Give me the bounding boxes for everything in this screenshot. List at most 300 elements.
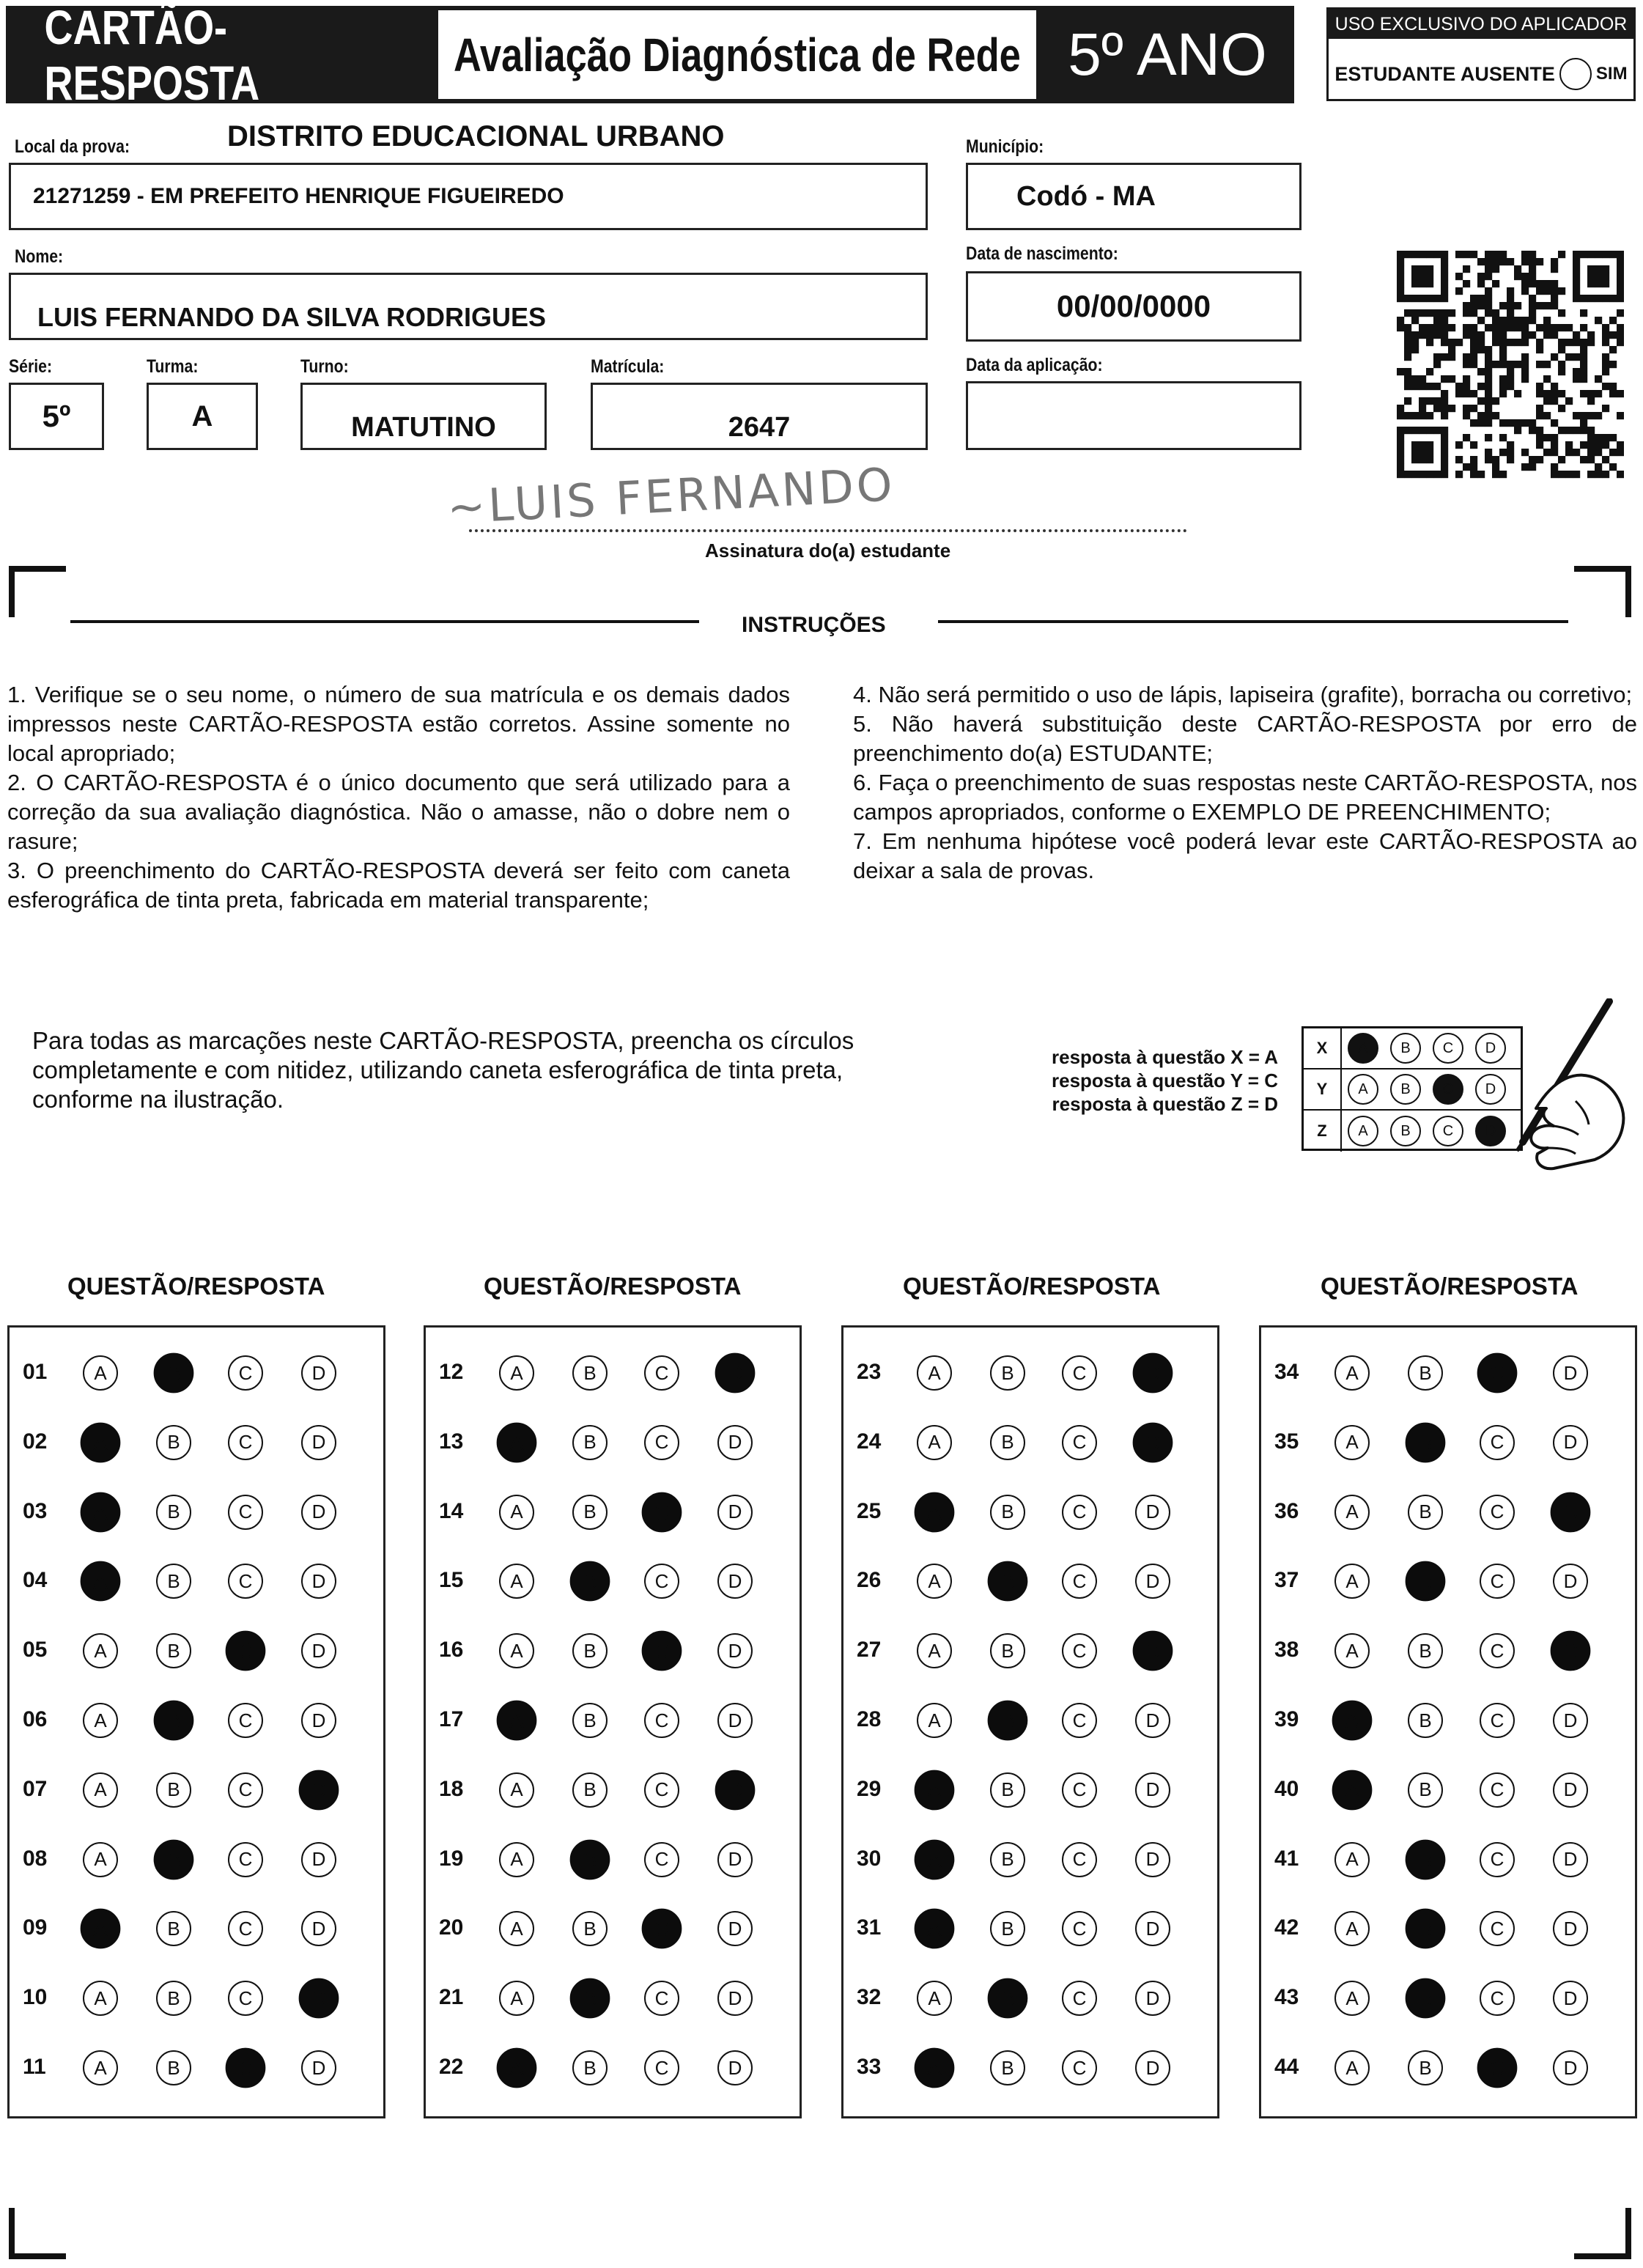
answer-bubble-31-a[interactable]: A — [915, 1909, 955, 1949]
question-number: 11 — [23, 2055, 46, 2079]
answer-bubble-23-d[interactable]: D — [1133, 1353, 1173, 1393]
answer-bubble-33-d[interactable]: D — [1135, 2050, 1170, 2085]
question-row-06 — [10, 1693, 383, 1751]
question-row-38 — [1261, 1623, 1635, 1682]
fill-instruction: Para todas as marcações neste CARTÃO-RESPOSTA, preencha os círculos completamente e com nitidez, utilizando caneta esferográfica de tinta preta, conforme na ilustração. — [32, 1027, 854, 1113]
answer-bubble-09-c[interactable]: C — [228, 1911, 263, 1946]
answer-bubble-24-a[interactable]: A — [917, 1425, 952, 1460]
answer-bubble-21-a[interactable]: A — [499, 1981, 534, 2016]
question-row-27 — [843, 1623, 1217, 1682]
answer-bubble-13-c[interactable]: C — [644, 1425, 679, 1460]
example-label-x: resposta à questão X = A — [1052, 1046, 1278, 1068]
answer-bubble-18-c[interactable]: C — [644, 1772, 679, 1808]
question-row-09 — [10, 1901, 383, 1959]
example-question-label: X — [1304, 1028, 1342, 1068]
question-number: 37 — [1274, 1568, 1299, 1593]
answer-bubble-38-d[interactable]: D — [1551, 1631, 1591, 1671]
aplicacao-label: Data da aplicação: — [966, 355, 1103, 375]
question-row-43 — [1261, 1970, 1635, 2029]
question-number: 44 — [1274, 2055, 1299, 2079]
answer-bubble-02-c[interactable]: C — [228, 1425, 263, 1460]
answer-bubble-06-d[interactable]: D — [301, 1703, 336, 1738]
answer-bubble-12-c[interactable]: C — [644, 1355, 679, 1391]
answer-bubble-02-a[interactable]: A — [81, 1422, 121, 1462]
example-bubble-y-c: C — [1433, 1074, 1463, 1105]
question-row-40 — [1261, 1762, 1635, 1821]
answer-bubble-42-d[interactable]: D — [1553, 1911, 1588, 1946]
example-bubble-x-a: A — [1348, 1033, 1378, 1064]
answer-bubble-27-a[interactable]: A — [917, 1633, 952, 1668]
question-row-16 — [426, 1623, 800, 1682]
answer-bubble-13-b[interactable]: B — [572, 1425, 608, 1460]
answer-bubble-29-d[interactable]: D — [1135, 1772, 1170, 1808]
example-bubble-z-d: D — [1475, 1116, 1506, 1146]
answer-bubble-07-a[interactable]: A — [83, 1772, 118, 1808]
answer-bubble-17-c[interactable]: C — [644, 1703, 679, 1738]
answer-bubble-05-d[interactable]: D — [301, 1633, 336, 1668]
example-bubble-cell — [1384, 1074, 1427, 1105]
answer-bubble-13-a[interactable]: A — [497, 1422, 537, 1462]
answers-panel-2 — [424, 1325, 802, 2118]
question-number: 19 — [439, 1846, 464, 1871]
question-row-13 — [426, 1415, 800, 1473]
answer-bubble-23-b[interactable]: B — [990, 1355, 1025, 1391]
answer-bubble-40-b[interactable]: B — [1408, 1772, 1443, 1808]
instruction-1: 1. Verifique se o seu nome, o número de sua matrícula e os demais dados impressos neste CARTÃO-RESPOSTA estão corretos. Assine somente no local apropriado; — [7, 682, 790, 766]
answer-bubble-11-c[interactable]: C — [226, 2048, 266, 2088]
answer-bubble-11-d[interactable]: D — [301, 2050, 336, 2085]
answer-bubble-22-c[interactable]: C — [644, 2050, 679, 2085]
answer-bubble-43-a[interactable]: A — [1334, 1981, 1370, 2016]
answer-bubble-40-c[interactable]: C — [1480, 1772, 1515, 1808]
example-bubble-x-d: D — [1475, 1033, 1506, 1064]
answer-bubble-36-c[interactable]: C — [1480, 1495, 1515, 1530]
question-number: 20 — [439, 1915, 464, 1940]
answer-bubble-15-d[interactable]: D — [717, 1564, 753, 1599]
district-name: DISTRITO EDUCACIONAL URBANO — [227, 120, 725, 152]
answer-bubble-22-d[interactable]: D — [717, 2050, 753, 2085]
answer-bubble-05-c[interactable]: C — [226, 1631, 266, 1671]
question-number: 12 — [439, 1360, 464, 1384]
answer-bubble-30-b[interactable]: B — [990, 1842, 1025, 1877]
local-field: 21271259 - EM PREFEITO HENRIQUE FIGUEIREDO — [9, 163, 928, 230]
card-title: CARTÃO-RESPOSTA — [44, 0, 260, 110]
answer-bubble-08-d[interactable]: D — [301, 1842, 336, 1877]
answer-bubble-25-b[interactable]: B — [990, 1495, 1025, 1530]
example-question-label: Z — [1304, 1111, 1342, 1152]
answer-bubble-41-a[interactable]: A — [1334, 1842, 1370, 1877]
answer-bubble-15-c[interactable]: C — [644, 1564, 679, 1599]
question-row-22 — [426, 2040, 800, 2099]
answer-bubble-38-a[interactable]: A — [1334, 1633, 1370, 1668]
answer-bubble-04-b[interactable]: B — [156, 1564, 191, 1599]
question-row-05 — [10, 1623, 383, 1682]
answer-bubble-18-b[interactable]: B — [572, 1772, 608, 1808]
answer-bubble-39-d[interactable]: D — [1553, 1703, 1588, 1738]
question-row-29 — [843, 1762, 1217, 1821]
answer-bubble-42-a[interactable]: A — [1334, 1911, 1370, 1946]
answer-bubble-28-a[interactable]: A — [917, 1703, 952, 1738]
answer-bubble-16-a[interactable]: A — [499, 1633, 534, 1668]
answer-bubble-01-b[interactable]: B — [154, 1353, 194, 1393]
question-number: 41 — [1274, 1846, 1299, 1871]
answer-bubble-44-d[interactable]: D — [1553, 2050, 1588, 2085]
serie-label: Série: — [9, 356, 53, 377]
answer-bubble-39-b[interactable]: B — [1408, 1703, 1443, 1738]
answer-bubble-08-b[interactable]: B — [154, 1839, 194, 1879]
answer-bubble-02-b[interactable]: B — [156, 1425, 191, 1460]
answer-bubble-28-b[interactable]: B — [988, 1701, 1028, 1741]
answer-bubble-29-a[interactable]: A — [915, 1770, 955, 1810]
answer-bubble-06-a[interactable]: A — [83, 1703, 118, 1738]
answer-bubble-15-a[interactable]: A — [499, 1564, 534, 1599]
answer-bubble-17-d[interactable]: D — [717, 1703, 753, 1738]
example-labels — [1036, 1045, 1278, 1116]
exam-title-box — [438, 10, 1036, 99]
question-row-39 — [1261, 1693, 1635, 1751]
answer-bubble-27-c[interactable]: C — [1062, 1633, 1097, 1668]
answer-bubble-32-b[interactable]: B — [988, 1978, 1028, 2019]
answer-bubble-23-c[interactable]: C — [1062, 1355, 1097, 1391]
question-number: 14 — [439, 1498, 464, 1523]
turma-field: A — [147, 383, 258, 450]
question-row-07 — [10, 1762, 383, 1821]
answer-bubble-43-b[interactable]: B — [1406, 1978, 1446, 2019]
answer-bubble-31-d[interactable]: D — [1135, 1911, 1170, 1946]
example-bubble-cell — [1384, 1116, 1427, 1146]
answer-bubble-14-a[interactable]: A — [499, 1495, 534, 1530]
answer-bubble-18-a[interactable]: A — [499, 1772, 534, 1808]
example-bubble-x-c: C — [1433, 1033, 1463, 1064]
question-row-30 — [843, 1832, 1217, 1890]
question-row-36 — [1261, 1484, 1635, 1543]
nome-field: LUIS FERNANDO DA SILVA RODRIGUES — [9, 273, 928, 340]
answer-bubble-03-a[interactable]: A — [81, 1492, 121, 1532]
absent-label: ESTUDANTE AUSENTE — [1334, 62, 1555, 85]
answer-bubble-16-b[interactable]: B — [572, 1633, 608, 1668]
question-number: 24 — [857, 1429, 882, 1454]
municipio-label: Município: — [966, 136, 1044, 157]
answer-bubble-14-b[interactable]: B — [572, 1495, 608, 1530]
question-number: 15 — [439, 1568, 464, 1593]
question-row-12 — [426, 1345, 800, 1404]
answer-bubble-44-c[interactable]: C — [1477, 2048, 1518, 2088]
answer-bubble-24-b[interactable]: B — [990, 1425, 1025, 1460]
answer-bubble-26-a[interactable]: A — [917, 1564, 952, 1599]
question-number: 07 — [23, 1776, 48, 1801]
answer-bubble-34-a[interactable]: A — [1334, 1355, 1370, 1391]
answer-bubble-26-d[interactable]: D — [1135, 1564, 1170, 1599]
answer-bubble-14-d[interactable]: D — [717, 1495, 753, 1530]
question-row-08 — [10, 1832, 383, 1890]
answer-bubble-21-c[interactable]: C — [644, 1981, 679, 2016]
answer-bubble-16-d[interactable]: D — [717, 1633, 753, 1668]
answer-bubble-38-c[interactable]: C — [1480, 1633, 1515, 1668]
absent-bubble[interactable] — [1559, 58, 1592, 90]
example-bubble-y-b: B — [1390, 1074, 1421, 1105]
answer-bubble-05-a[interactable]: A — [83, 1633, 118, 1668]
question-number: 03 — [23, 1498, 48, 1523]
answer-bubble-41-d[interactable]: D — [1553, 1842, 1588, 1877]
answer-bubble-07-b[interactable]: B — [156, 1772, 191, 1808]
answer-bubble-37-d[interactable]: D — [1553, 1564, 1588, 1599]
answer-bubble-19-d[interactable]: D — [717, 1842, 753, 1877]
question-number: 01 — [23, 1360, 48, 1384]
answer-bubble-01-d[interactable]: D — [301, 1355, 336, 1391]
answer-bubble-08-a[interactable]: A — [83, 1842, 118, 1877]
answer-bubble-39-c[interactable]: C — [1480, 1703, 1515, 1738]
local-label: Local da prova: — [15, 136, 130, 157]
answer-bubble-41-b[interactable]: B — [1406, 1839, 1446, 1879]
example-bubble-y-d: D — [1475, 1074, 1506, 1105]
answer-bubble-18-d[interactable]: D — [715, 1770, 756, 1810]
answer-bubble-22-a[interactable]: A — [497, 2048, 537, 2088]
question-number: 22 — [439, 2055, 464, 2079]
answer-bubble-04-a[interactable]: A — [81, 1561, 121, 1602]
example-bubble-cell — [1427, 1074, 1469, 1105]
answer-bubble-20-b[interactable]: B — [572, 1911, 608, 1946]
answer-bubble-17-b[interactable]: B — [572, 1703, 608, 1738]
answer-bubble-23-a[interactable]: A — [917, 1355, 952, 1391]
answer-bubble-40-a[interactable]: A — [1332, 1770, 1373, 1810]
question-row-32 — [843, 1970, 1217, 2029]
answer-bubble-34-d[interactable]: D — [1553, 1355, 1588, 1391]
example-bubble-cell — [1427, 1033, 1469, 1064]
answer-bubble-15-b[interactable]: B — [570, 1561, 610, 1602]
answer-bubble-02-d[interactable]: D — [301, 1425, 336, 1460]
answer-bubble-01-c[interactable]: C — [228, 1355, 263, 1391]
answer-bubble-20-d[interactable]: D — [717, 1911, 753, 1946]
answer-bubble-19-a[interactable]: A — [499, 1842, 534, 1877]
question-number: 27 — [857, 1638, 882, 1663]
question-number: 21 — [439, 1985, 464, 2010]
answer-bubble-06-c[interactable]: C — [228, 1703, 263, 1738]
answer-bubble-13-d[interactable]: D — [717, 1425, 753, 1460]
question-number: 38 — [1274, 1638, 1299, 1663]
answer-bubble-04-d[interactable]: D — [301, 1564, 336, 1599]
answer-bubble-40-d[interactable]: D — [1553, 1772, 1588, 1808]
answer-bubble-30-a[interactable]: A — [915, 1839, 955, 1879]
applicator-box — [1326, 7, 1636, 101]
question-row-42 — [1261, 1901, 1635, 1959]
question-number: 36 — [1274, 1498, 1299, 1523]
question-number: 43 — [1274, 1985, 1299, 2010]
answer-bubble-25-d[interactable]: D — [1135, 1495, 1170, 1530]
answer-bubble-34-b[interactable]: B — [1408, 1355, 1443, 1391]
answer-bubble-17-a[interactable]: A — [497, 1701, 537, 1741]
answers-header-3: QUESTÃO/RESPOSTA — [903, 1273, 1161, 1300]
answer-bubble-39-a[interactable]: A — [1332, 1701, 1373, 1741]
question-row-17 — [426, 1693, 800, 1751]
answer-bubble-16-c[interactable]: C — [642, 1631, 682, 1671]
question-number: 23 — [857, 1360, 882, 1384]
answer-bubble-33-a[interactable]: A — [915, 2048, 955, 2088]
question-number: 06 — [23, 1707, 48, 1731]
answer-bubble-29-b[interactable]: B — [990, 1772, 1025, 1808]
answer-bubble-06-b[interactable]: B — [154, 1701, 194, 1741]
answer-bubble-34-c[interactable]: C — [1477, 1353, 1518, 1393]
question-number: 31 — [857, 1915, 882, 1940]
answer-bubble-20-c[interactable]: C — [642, 1909, 682, 1949]
answer-bubble-33-c[interactable]: C — [1062, 2050, 1097, 2085]
answer-bubble-11-a[interactable]: A — [83, 2050, 118, 2085]
instruction-6: 6. Faça o preenchimento de suas respostas neste CARTÃO-RESPOSTA, nos campos apropriados, conforme o EXEMPLO DE PREENCHIMENTO; — [853, 770, 1637, 825]
question-number: 42 — [1274, 1915, 1299, 1940]
instructions-left-column — [7, 680, 790, 915]
answer-bubble-10-a[interactable]: A — [83, 1981, 118, 2016]
answer-bubble-03-b[interactable]: B — [156, 1495, 191, 1530]
answer-bubble-19-b[interactable]: B — [570, 1839, 610, 1879]
instructions-right-column — [853, 680, 1637, 886]
signature-label: Assinatura do(a) estudante — [705, 540, 951, 562]
answer-bubble-36-b[interactable]: B — [1408, 1495, 1443, 1530]
answer-bubble-21-d[interactable]: D — [717, 1981, 753, 2016]
question-number: 17 — [439, 1707, 464, 1731]
example-bubble-y-a: A — [1348, 1074, 1378, 1105]
answer-bubble-28-c[interactable]: C — [1062, 1703, 1097, 1738]
answer-bubble-22-b[interactable]: B — [572, 2050, 608, 2085]
question-row-20 — [426, 1901, 800, 1959]
answer-bubble-10-b[interactable]: B — [156, 1981, 191, 2016]
question-number: 34 — [1274, 1360, 1299, 1384]
answer-bubble-04-c[interactable]: C — [228, 1564, 263, 1599]
answer-bubble-26-c[interactable]: C — [1062, 1564, 1097, 1599]
answer-bubble-42-c[interactable]: C — [1480, 1911, 1515, 1946]
answer-bubble-03-d[interactable]: D — [301, 1495, 336, 1530]
question-row-41 — [1261, 1832, 1635, 1890]
answer-bubble-01-a[interactable]: A — [83, 1355, 118, 1391]
answer-bubble-31-b[interactable]: B — [990, 1911, 1025, 1946]
instructions-rule-right — [938, 620, 1568, 623]
answers-panel-1 — [7, 1325, 385, 2118]
answer-bubble-35-c[interactable]: C — [1480, 1425, 1515, 1460]
answer-bubble-12-b[interactable]: B — [572, 1355, 608, 1391]
matricula-label: Matrícula: — [591, 356, 665, 377]
answer-bubble-25-c[interactable]: C — [1062, 1495, 1097, 1530]
answer-bubble-37-a[interactable]: A — [1334, 1564, 1370, 1599]
question-number: 05 — [23, 1638, 48, 1663]
absent-row — [1329, 52, 1633, 96]
answer-bubble-11-b[interactable]: B — [156, 2050, 191, 2085]
corner-mark-top-right — [1574, 566, 1631, 617]
answer-bubble-25-a[interactable]: A — [915, 1492, 955, 1532]
example-bubble-x-b: B — [1390, 1033, 1421, 1064]
answer-bubble-08-c[interactable]: C — [228, 1842, 263, 1877]
signature-line — [469, 529, 1187, 532]
answers-header-4: QUESTÃO/RESPOSTA — [1321, 1273, 1579, 1300]
answer-bubble-14-c[interactable]: C — [642, 1492, 682, 1532]
answer-bubble-19-c[interactable]: C — [644, 1842, 679, 1877]
answer-bubble-07-c[interactable]: C — [228, 1772, 263, 1808]
instructions-rule-left — [70, 620, 699, 623]
answer-bubble-20-a[interactable]: A — [499, 1911, 534, 1946]
answer-bubble-32-d[interactable]: D — [1135, 1981, 1170, 2016]
question-number: 40 — [1274, 1776, 1299, 1801]
answer-bubble-32-c[interactable]: C — [1062, 1981, 1097, 2016]
question-row-28 — [843, 1693, 1217, 1751]
answer-bubble-12-a[interactable]: A — [499, 1355, 534, 1391]
answer-bubble-30-c[interactable]: C — [1062, 1842, 1097, 1877]
question-number: 35 — [1274, 1429, 1299, 1454]
answer-bubble-21-b[interactable]: B — [570, 1978, 610, 2019]
answer-bubble-42-b[interactable]: B — [1406, 1909, 1446, 1949]
instructions-title: INSTRUÇÕES — [742, 613, 886, 637]
answer-bubble-27-b[interactable]: B — [990, 1633, 1025, 1668]
answer-bubble-24-d[interactable]: D — [1133, 1422, 1173, 1462]
question-row-23 — [843, 1345, 1217, 1404]
answer-bubble-35-b[interactable]: B — [1406, 1422, 1446, 1462]
instruction-5: 5. Não haverá substituição deste CARTÃO-RESPOSTA por erro de preenchimento do(a) ESTUDANTE; — [853, 711, 1637, 766]
answer-bubble-35-a[interactable]: A — [1334, 1425, 1370, 1460]
instruction-3: 3. O preenchimento do CARTÃO-RESPOSTA deverá ser feito com caneta esferográfica de tinta preta, fabricada em material transparente; — [7, 858, 790, 913]
example-bubble-z-b: B — [1390, 1116, 1421, 1146]
answer-bubble-44-b[interactable]: B — [1408, 2050, 1443, 2085]
absent-yes-label: SIM — [1595, 64, 1628, 84]
answer-bubble-05-b[interactable]: B — [156, 1633, 191, 1668]
answer-bubble-12-d[interactable]: D — [715, 1353, 756, 1393]
hand-with-pen-icon — [1466, 998, 1634, 1174]
question-number: 25 — [857, 1498, 882, 1523]
question-row-02 — [10, 1415, 383, 1473]
answers-panel-3 — [841, 1325, 1219, 2118]
answer-bubble-30-d[interactable]: D — [1135, 1842, 1170, 1877]
example-bubble-cell — [1342, 1033, 1384, 1064]
answer-bubble-09-a[interactable]: A — [81, 1909, 121, 1949]
question-row-19 — [426, 1832, 800, 1890]
answer-bubble-26-b[interactable]: B — [988, 1561, 1028, 1602]
example-bubble-cell — [1342, 1074, 1384, 1105]
answer-bubble-29-c[interactable]: C — [1062, 1772, 1097, 1808]
question-row-33 — [843, 2040, 1217, 2099]
answer-bubble-10-d[interactable]: D — [299, 1978, 339, 2019]
answers-header-1: QUESTÃO/RESPOSTA — [67, 1273, 325, 1300]
answer-bubble-10-c[interactable]: C — [228, 1981, 263, 2016]
answer-bubble-43-d[interactable]: D — [1553, 1981, 1588, 2016]
question-row-15 — [426, 1553, 800, 1612]
answer-bubble-09-d[interactable]: D — [301, 1911, 336, 1946]
answer-bubble-03-c[interactable]: C — [228, 1495, 263, 1530]
answer-bubble-35-d[interactable]: D — [1553, 1425, 1588, 1460]
answer-bubble-36-a[interactable]: A — [1334, 1495, 1370, 1530]
question-number: 18 — [439, 1776, 464, 1801]
answer-bubble-33-b[interactable]: B — [990, 2050, 1025, 2085]
answer-bubble-24-c[interactable]: C — [1062, 1425, 1097, 1460]
answer-bubble-38-b[interactable]: B — [1408, 1633, 1443, 1668]
question-row-31 — [843, 1901, 1217, 1959]
question-row-01 — [10, 1345, 383, 1404]
question-number: 28 — [857, 1707, 882, 1731]
answer-bubble-37-b[interactable]: B — [1406, 1561, 1446, 1602]
answer-bubble-28-d[interactable]: D — [1135, 1703, 1170, 1738]
nascimento-label: Data de nascimento: — [966, 243, 1118, 264]
question-row-21 — [426, 1970, 800, 2029]
question-number: 08 — [23, 1846, 48, 1871]
answer-bubble-09-b[interactable]: B — [156, 1911, 191, 1946]
answer-bubble-43-c[interactable]: C — [1480, 1981, 1515, 2016]
answer-bubble-37-c[interactable]: C — [1480, 1564, 1515, 1599]
answer-bubble-36-d[interactable]: D — [1551, 1492, 1591, 1532]
question-row-44 — [1261, 2040, 1635, 2099]
answer-bubble-07-d[interactable]: D — [299, 1770, 339, 1810]
question-number: 29 — [857, 1776, 882, 1801]
answer-bubble-44-a[interactable]: A — [1334, 2050, 1370, 2085]
question-number: 30 — [857, 1846, 882, 1871]
answer-bubble-27-d[interactable]: D — [1133, 1631, 1173, 1671]
answer-bubble-41-c[interactable]: C — [1480, 1842, 1515, 1877]
answer-bubble-32-a[interactable]: A — [917, 1981, 952, 2016]
question-row-37 — [1261, 1553, 1635, 1612]
answer-bubble-31-c[interactable]: C — [1062, 1911, 1097, 1946]
